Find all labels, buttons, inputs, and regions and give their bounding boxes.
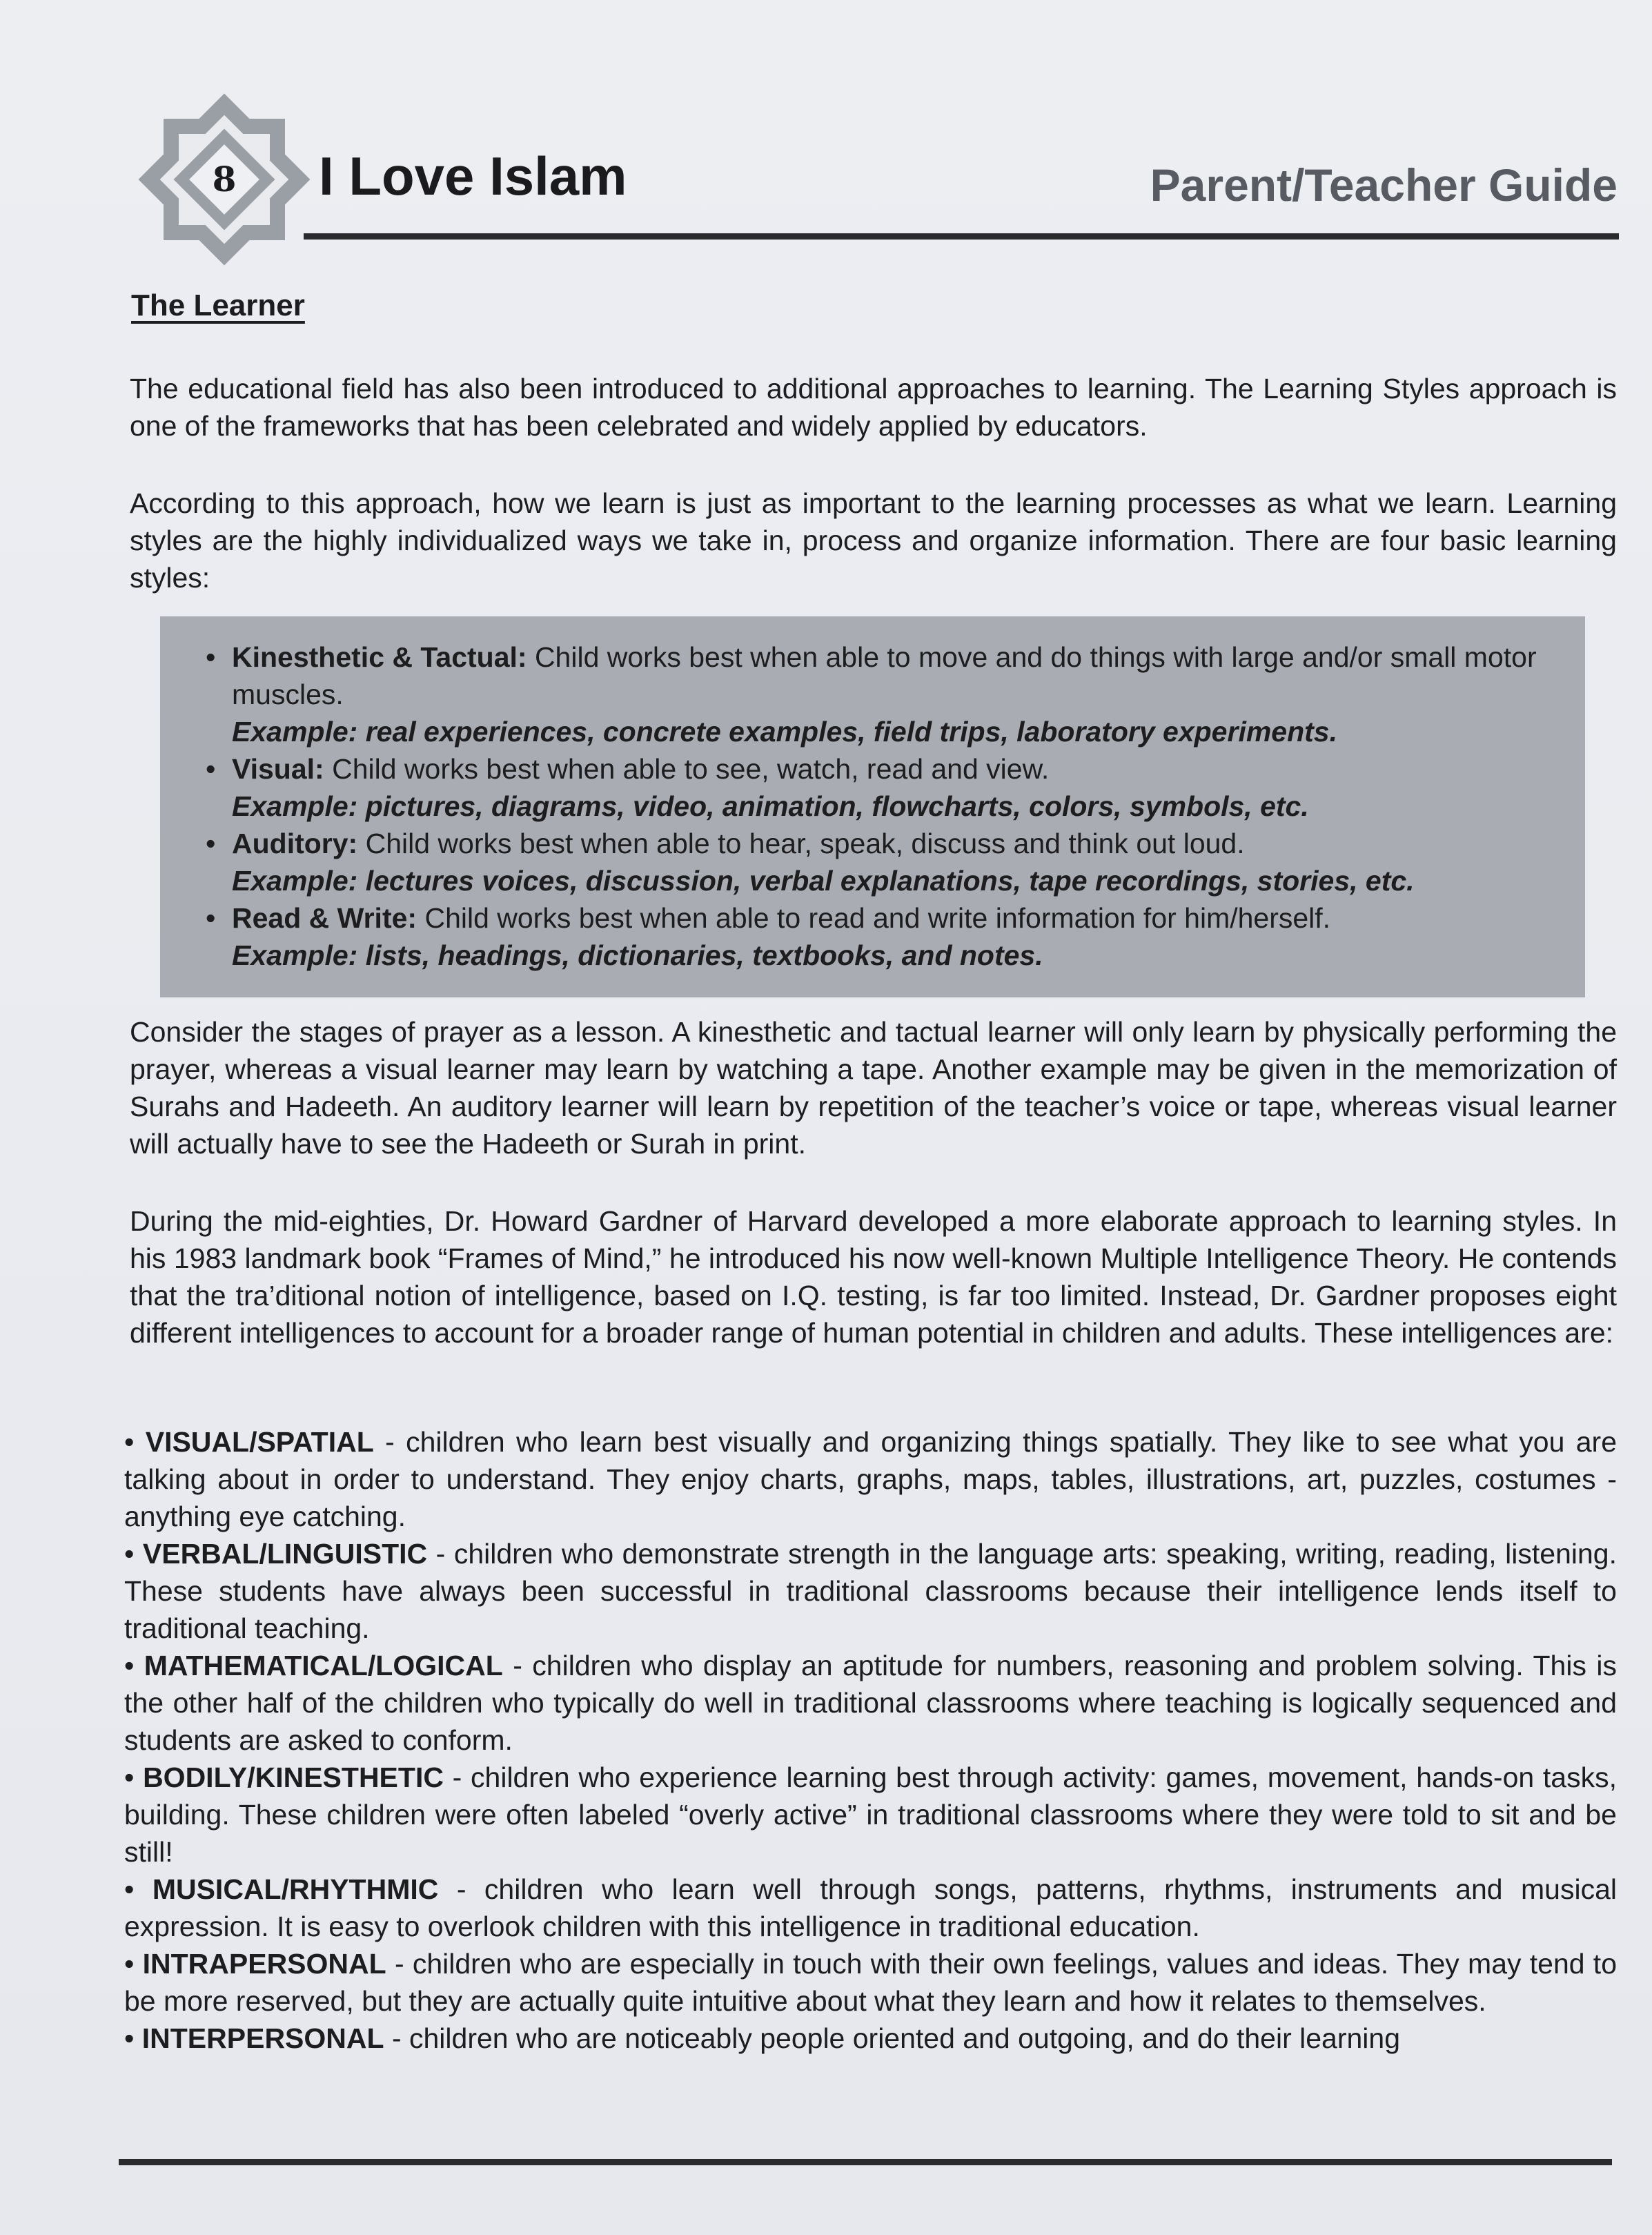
intelligence-term: INTRAPERSONAL: [142, 1948, 386, 1980]
intelligence-visual-spatial: [124, 1423, 1617, 1535]
intelligence-description: - children who learn best visually and organizing things spatially. They like to see what you are talking about in order to understand. They enjoy charts, graphs, maps, tables, illustrations, art, puzzles, costumes - anything eye catching.: [124, 1426, 1617, 1532]
intelligence-verbal-linguistic: [124, 1535, 1617, 1647]
learning-style-auditory: [206, 825, 1579, 899]
intelligence-term: MATHEMATICAL/LOGICAL: [144, 1650, 503, 1681]
guide-title: Parent/Teacher Guide: [1150, 159, 1617, 211]
learning-style-example: Example: pictures, diagrams, video, animation, flowcharts, colors, symbols, etc.: [232, 790, 1309, 822]
bullet: •: [124, 1650, 144, 1681]
bullet: •: [124, 1538, 143, 1570]
learning-style-description: Child works best when able to see, watch, read and view.: [324, 753, 1050, 785]
intelligence-bodily-kinesthetic: [124, 1759, 1617, 1871]
learning-style-kinesthetic: [206, 638, 1579, 750]
footer-rule: [119, 2159, 1612, 2165]
gardner-paragraph: During the mid-eighties, Dr. Howard Gardner of Harvard developed a more elaborate approach to learning styles. In his 1983 landmark book “Frames of Mind,” he introduced his now well-known Multiple Intelligence Theory. He contends that the tra’ditional notion of intelligence, based on I.Q. testing, is far too limited. Instead, Dr. Gardner proposes eight different intelligences to account for a broader range of human potential in children and adults. These intelligences are:: [130, 1205, 1617, 1349]
bullet: •: [124, 1761, 144, 1793]
learning-style-read-write: [206, 899, 1579, 974]
intelligence-term: BODILY/KINESTHETIC: [143, 1761, 444, 1793]
intelligence-mathematical-logical: [124, 1647, 1617, 1759]
intelligence-description: - children who learn well through songs, patterns, rhythms, instruments and musical expression. It is easy to overlook children with this intelligence in traditional education.: [124, 1873, 1617, 1942]
learning-style-term: Visual:: [232, 753, 324, 785]
star-badge-icon: [131, 86, 317, 273]
learning-style-term: Read & Write:: [232, 902, 417, 934]
intelligence-musical-rhythmic: [124, 1871, 1617, 1945]
section-heading: The Learner: [131, 289, 305, 322]
intelligence-intrapersonal: [124, 1945, 1617, 2020]
intelligence-description: - children who are especially in touch with their own feelings, values and ideas. They may tend to be more reserved, but they are actually quite intuitive about what they learn and how it relates to themselves.: [124, 1948, 1617, 2017]
header-rule: [304, 233, 1619, 240]
intelligence-term: VISUAL/SPATIAL: [145, 1426, 374, 1458]
learning-styles-callout: [160, 616, 1585, 997]
intelligence-term: MUSICAL/RHYTHMIC: [152, 1873, 439, 1905]
book-title: I Love Islam: [319, 146, 627, 206]
learning-style-term: Auditory:: [232, 828, 358, 859]
intelligence-term: VERBAL/LINGUISTIC: [142, 1538, 428, 1570]
bullet: •: [124, 1948, 143, 1980]
intelligence-term: INTERPERSONAL: [141, 2022, 384, 2054]
intelligence-interpersonal: [124, 2020, 1617, 2057]
intro-paragraph: The educational field has also been introduced to additional approaches to learning. The Learning Styles approach is one of the frameworks that has been celebrated and widely applied by educators.: [130, 373, 1617, 442]
bullet: •: [206, 753, 216, 785]
page-number: 8: [212, 159, 237, 199]
learning-style-description: Child works best when able to hear, speak, discuss and think out loud.: [357, 828, 1245, 859]
bullet: •: [206, 902, 216, 934]
bullet: •: [124, 1426, 146, 1458]
approach-paragraph: According to this approach, how we learn is just as important to the learning processes as what we learn. Learning styles are the highly individualized ways we take in, process and organize information. There are four basic learning styles:: [130, 487, 1617, 594]
learning-style-example: Example: real experiences, concrete examples, field trips, laboratory experiments.: [232, 716, 1337, 748]
learning-style-description: Child works best when able to move and do things with large and/or small motor muscles.: [232, 641, 1537, 710]
bullet: •: [124, 2022, 142, 2054]
intelligence-description: - children who are noticeably people oriented and outgoing, and do their learning: [384, 2022, 1401, 2054]
intelligence-description: - children who experience learning best through activity: games, movement, hands-on tasks, building. These children were often labeled “overly active” in traditional classrooms where they were told to sit and be still!: [124, 1761, 1617, 1868]
intelligence-description: - children who display an aptitude for numbers, reasoning and problem solving. This is the other half of the children who typically do well in traditional classrooms where teaching is logically sequenced and students are asked to conform.: [124, 1650, 1617, 1756]
bullet: •: [206, 641, 216, 673]
bullet: •: [206, 828, 216, 859]
bullet: •: [124, 1873, 153, 1905]
learning-style-visual: [206, 750, 1579, 825]
intelligence-description: - children who demonstrate strength in the language arts: speaking, writing, reading, listening. These students have always been successful in traditional classrooms because their intelligence lends itself to traditional teaching.: [124, 1538, 1617, 1644]
learning-style-description: Child works best when able to read and write information for him/herself.: [417, 902, 1331, 934]
learning-style-example: Example: lectures voices, discussion, verbal explanations, tape recordings, stories, etc.: [232, 865, 1415, 897]
learning-styles-list: [160, 616, 1579, 974]
learning-style-example: Example: lists, headings, dictionaries, textbooks, and notes.: [232, 939, 1043, 971]
learning-style-term: Kinesthetic & Tactual:: [232, 641, 527, 673]
intelligences-list: [124, 1423, 1617, 2057]
prayer-example-paragraph: Consider the stages of prayer as a lesson. A kinesthetic and tactual learner will only learn by physically performing the prayer, whereas a visual learner may learn by watching a tape. Another example may be given in the memorization of Surahs and Hadeeth. An auditory learner will learn by repetition of the teacher’s voice or tape, whereas visual learner will actually have to see the Hadeeth or Surah in print.: [130, 1016, 1617, 1160]
